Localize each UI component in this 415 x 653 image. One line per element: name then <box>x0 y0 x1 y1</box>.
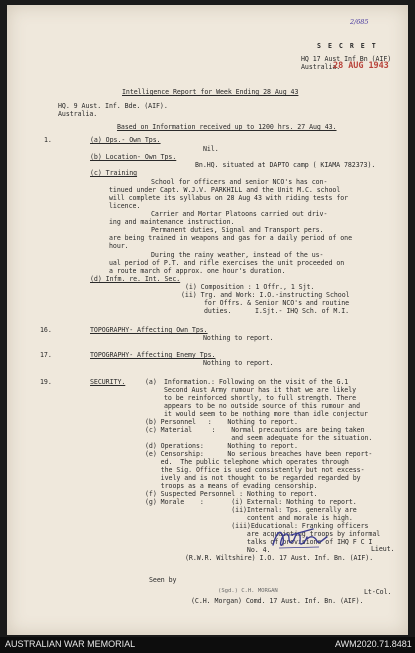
place-header: Australia. <box>301 63 341 71</box>
basis-line: Based on Information received up to 1200 hrs. 27 Aug 43. <box>117 123 337 131</box>
signature-image <box>267 523 335 553</box>
location-heading: (b) Location- Own Tps. <box>90 153 177 161</box>
addressee-line1: HQ. 9 Aust. Inf. Bde. (AIF). <box>58 102 168 110</box>
secret-marking: S E C R E T <box>317 42 378 50</box>
document-page: 2/685 S E C R E T HQ 17 Aust Inf Bn (AIF) Australia. 28 AUG 1943 Intelligence Report for Week Ending 28 Aug 43 HQ. 9 Aust. Inf. Bde. (AIF). Australia. Based on Information received up to 1200 hrs. 27 Aug 43. 1. (a) Ops.- Own Tps. Nil. (b) Location- Own Tps. Bn.HQ. situated at DAPTO camp ( KIAMA 782373). (c) Training School for officers and senior NCO's has con- tinued under Capt. W.J.V. PARKHILL and the Unit M.C. school will complete its syllabus on 28 Aug 43 with riding tests for licence. Carrier and Mortar Platoons carried out driv- ing and maintenance instruction. Permanent duties, Signal and Transport pers. are being trained in weapons and gas for a daily period of one hour. During the rainy weather, instead of the us- ual period of P.T. and rifle exercises the unit proceeded on a route march of approx. one hour's duration. (d) Infm. re. Int. Sec. (i) Composition : 1 Offr., 1 Sjt. (ii) Trg. and Work: I.O.-instructing School for Offrs. & Senior NCO's and routine duties. I.Sjt.- IHQ Sch. of M.I. 16. TOPOGRAPHY- Affecting Own Tps. Nothing to report. 17. TOPOGRAPHY- Affecting Enemy Tps. Nothing to report. 19. SECURITY. (a) Information.: Following on the visit of the G.1 Second Aust Army rumour has it that we are likely to be reinforced shortly, to full strength. There appears to be no outside source of this rumour and it would seem to be nothing more than idle conjectur (b) Personnel : Nothing to report. (c) Material : Normal precautions are being taken and seem adequate for the situation. (d) Operations: Nothing to report. (e) Censorship: No serious breaches have been report- ed. The public telephone which operates through the Sig. Office is used consistently but not excess- ively and is not thought to be regarded regarded by troops as a means of evading censorship. (f) Suspected Personnel : Nothing to report. (g) Morale : (i) External: Nothing to report. (ii)Internal: Tps. generally are content and morale is high. (iii)Educational: Franking officers are acquainting troops by informal talks of provisions of IHQ F C I No. 4. Lieut. (R.W.R. Wiltshire) I.O. 17 Aust. Inf. Bn. (AIF). Seen by (Sgd.) C.H. MORGAN Lt-Col. (C.H. Morgan) Comd. 17 Aust. Inf. Bn. (AIF). <box>7 5 408 635</box>
signatory-rank: Lieut. <box>371 545 395 553</box>
ops-text: Nil. <box>203 145 219 153</box>
int-sec-composition: (i) Composition : 1 Offr., 1 Sjt. <box>185 283 315 291</box>
archive-name: AUSTRALIAN WAR MEMORIAL <box>5 639 136 649</box>
training-heading: (c) Training <box>90 169 138 177</box>
seen-by-label: Seen by <box>149 576 177 584</box>
report-title: Intelligence Report for Week Ending 28 Aug 43 <box>122 88 299 96</box>
topography-enemy-heading: TOPOGRAPHY- Affecting Enemy Tps. <box>90 351 216 359</box>
signatory-name: (R.W.R. Wiltshire) I.O. 17 Aust. Inf. Bn. (AIF). <box>185 554 374 562</box>
archive-accession-number: AWM2020.71.8481 <box>335 639 412 649</box>
section-17-number: 17. <box>40 351 52 359</box>
co-rank: Lt-Col. <box>364 588 392 596</box>
addressee-line2: Australia. <box>58 110 98 118</box>
security-personnel: (b) Personnel : Nothing to report. <box>145 418 298 426</box>
section-19-number: 19. <box>40 378 52 386</box>
int-sec-heading: (d) Infm. re. Int. Sec. <box>90 275 181 283</box>
reference-note: 2/685 <box>350 18 369 26</box>
topography-own-text: Nothing to report. <box>203 334 274 342</box>
section-1-number: 1. <box>44 136 52 144</box>
date-stamp: 28 AUG 1943 <box>333 61 389 71</box>
security-heading: SECURITY. <box>90 378 126 386</box>
co-name: (C.H. Morgan) Comd. 17 Aust. Inf. Bn. (AIF). <box>191 597 364 605</box>
location-text: Bn.HQ. situated at DAPTO camp ( KIAMA 782373). <box>195 161 376 169</box>
security-operations: (d) Operations: Nothing to report. <box>145 442 298 450</box>
section-16-number: 16. <box>40 326 52 334</box>
ops-heading: (a) Ops.- Own Tps. <box>90 136 161 144</box>
unit-header: HQ 17 Aust Inf Bn (AIF) <box>301 55 392 63</box>
security-a-label: (a) <box>145 378 157 386</box>
archive-footer <box>0 637 415 653</box>
security-suspected-personnel: (f) Suspected Personnel : Nothing to report. <box>145 490 318 498</box>
topography-own-heading: TOPOGRAPHY- Affecting Own Tps. <box>90 326 208 334</box>
co-signature-typed: (Sgd.) C.H. MORGAN <box>218 588 278 594</box>
topography-enemy-text: Nothing to report. <box>203 359 274 367</box>
